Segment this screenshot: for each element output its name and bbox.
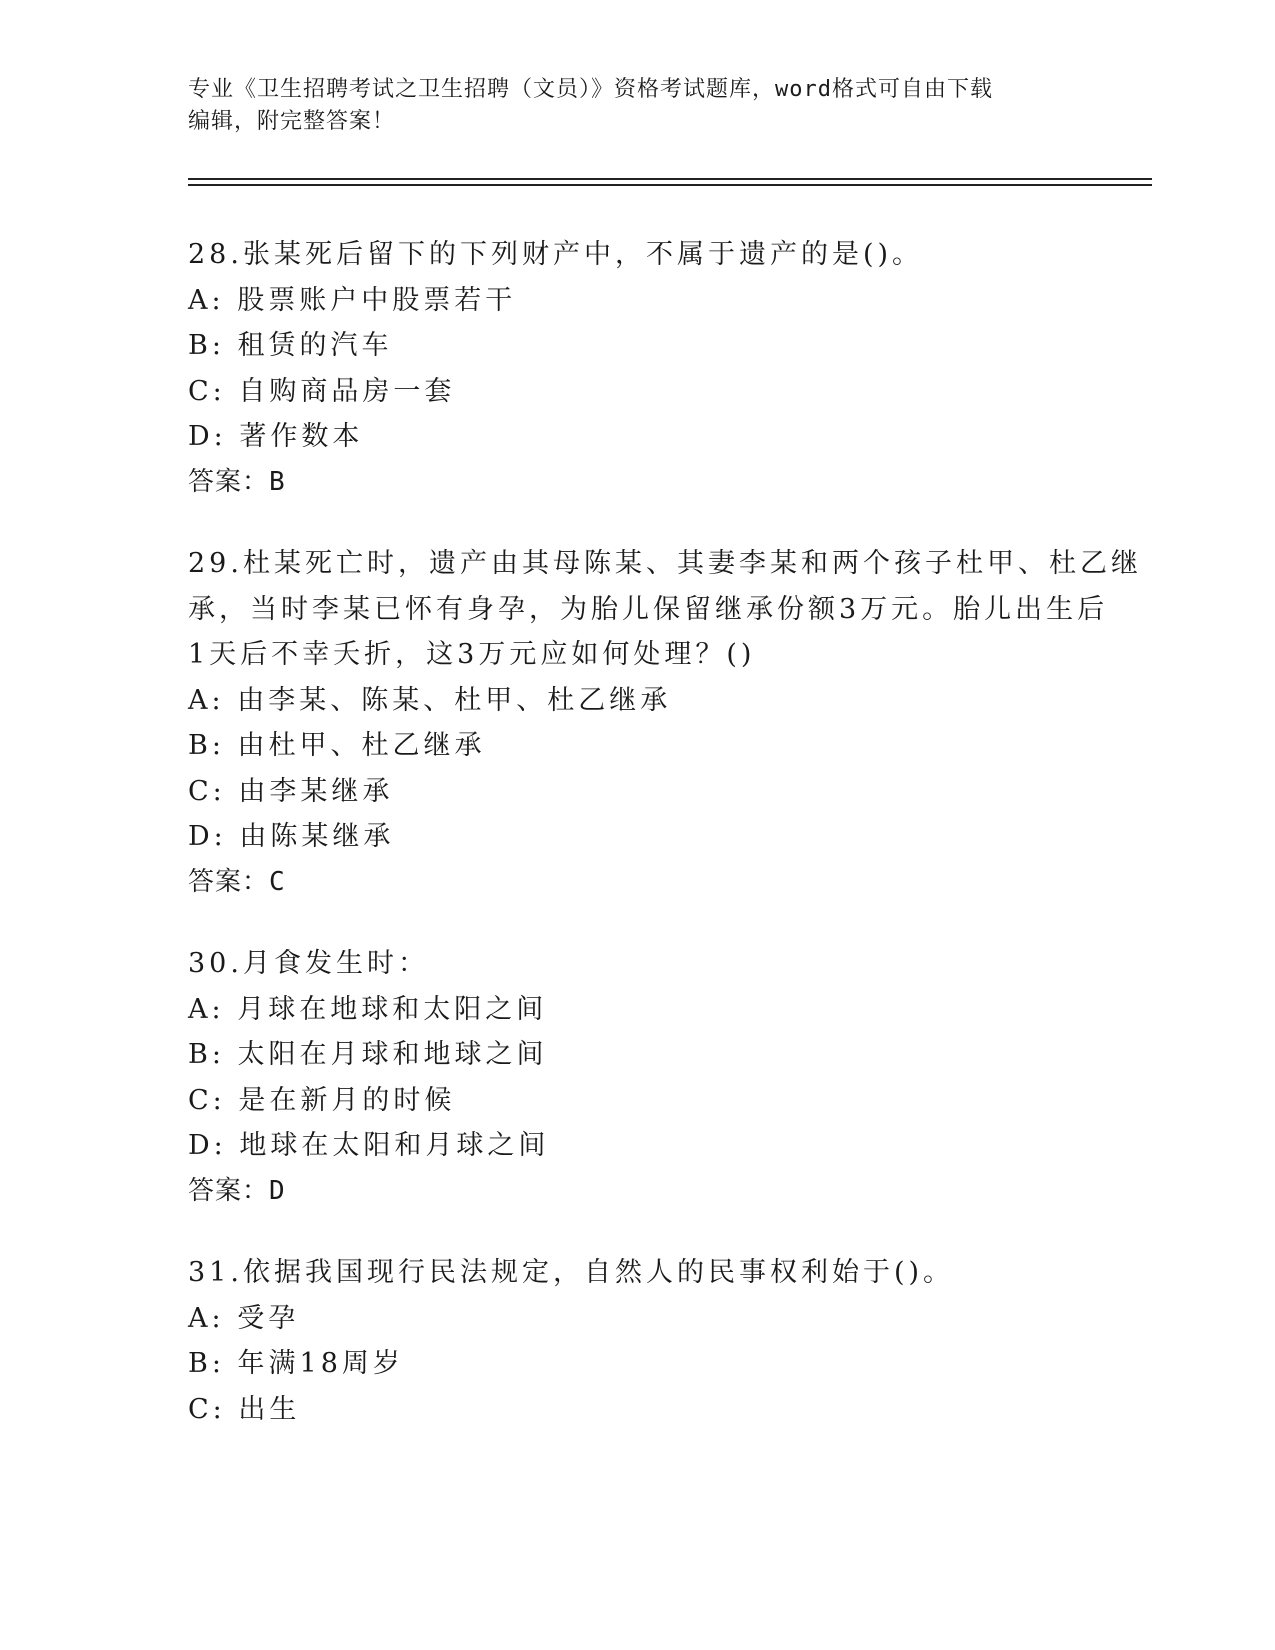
answer-label: 答案： <box>188 866 270 897</box>
answer-value: D <box>269 1175 286 1206</box>
question-text: 杜某死亡时，遗产由其母陈某、其妻李某和两个孩子杜甲、杜乙继 <box>242 548 1142 579</box>
header-rule-bottom <box>188 184 1152 186</box>
option-text: 月球在地球和太阳之间 <box>237 993 548 1025</box>
option-a <box>188 678 1128 724</box>
option-d <box>188 814 1128 860</box>
option-text: 由李某、陈某、杜甲、杜乙继承 <box>237 684 672 716</box>
header-line-1: 专业《卫生招聘考试之卫生招聘（文员）》资格考试题库，word格式可自由下载 <box>188 77 993 102</box>
header-rule-top <box>188 178 1152 180</box>
option-c <box>188 769 1128 815</box>
option-c <box>188 1078 1128 1124</box>
question-stem <box>188 1250 1128 1296</box>
question-30 <box>188 941 1128 1214</box>
option-c <box>188 1387 1128 1433</box>
question-number: 29. <box>188 548 243 579</box>
option-text: 股票账户中股票若干 <box>237 284 517 316</box>
option-key: C: <box>188 375 226 407</box>
answer-label: 答案： <box>188 1175 270 1206</box>
option-key: D: <box>188 821 227 852</box>
option-key: C: <box>188 1393 226 1425</box>
question-stem-line-3: 1天后不幸夭折，这3万元应如何处理？() <box>188 639 756 670</box>
answer-value: C <box>269 866 286 897</box>
option-key: A: <box>188 993 225 1025</box>
question-29 <box>188 541 1142 905</box>
answer-value: B <box>269 466 286 497</box>
option-text: 太阳在月球和地球之间 <box>237 1039 548 1070</box>
option-key: A: <box>188 284 225 316</box>
option-text: 受孕 <box>237 1302 300 1334</box>
answer-line <box>188 460 1128 506</box>
option-text: 由杜甲、杜乙继承 <box>237 730 486 761</box>
option-key: D: <box>188 1130 227 1161</box>
question-stem-line-1 <box>188 541 1142 587</box>
option-text: 由李某继承 <box>238 775 394 807</box>
answer-line <box>188 1169 1128 1215</box>
option-key: D: <box>188 421 227 452</box>
option-text: 著作数本 <box>239 421 364 452</box>
question-stem-line-2: 承，当时李某已怀有身孕，为胎儿保留继承份额3万元。胎儿出生后 <box>188 593 1109 625</box>
option-b <box>188 323 1128 369</box>
option-text: 由陈某继承 <box>239 821 395 852</box>
answer-label: 答案： <box>188 466 270 497</box>
question-28 <box>188 232 1128 505</box>
option-d <box>188 414 1128 460</box>
option-key: C: <box>188 1084 226 1116</box>
question-stem <box>188 232 1128 278</box>
option-a <box>188 987 1128 1033</box>
question-text: 月食发生时： <box>242 948 429 979</box>
option-key: B: <box>188 330 225 361</box>
option-b <box>188 1032 1128 1078</box>
question-stem <box>188 941 1128 987</box>
option-b <box>188 723 1128 769</box>
option-key: A: <box>188 684 225 716</box>
option-text: 自购商品房一套 <box>238 375 456 407</box>
question-text: 依据我国现行民法规定，自然人的民事权利始于()。 <box>242 1257 955 1288</box>
question-number: 31. <box>188 1257 243 1288</box>
question-list <box>188 232 1142 1468</box>
document-header <box>188 74 1088 138</box>
option-key: B: <box>188 1348 225 1379</box>
option-a <box>188 278 1128 324</box>
option-b <box>188 1341 1128 1387</box>
header-line-2: 编辑，附完整答案！ <box>188 109 396 134</box>
option-text: 年满18周岁 <box>237 1348 404 1379</box>
question-number: 28. <box>188 239 243 270</box>
answer-line <box>188 860 1128 906</box>
question-text: 张某死后留下的下列财产中，不属于遗产的是()。 <box>242 239 924 270</box>
option-key: B: <box>188 1039 225 1070</box>
question-number: 30. <box>188 948 243 979</box>
option-key: C: <box>188 775 226 807</box>
option-c <box>188 369 1128 415</box>
option-key: B: <box>188 730 225 761</box>
option-text: 出生 <box>238 1393 301 1425</box>
option-key: A: <box>188 1302 225 1334</box>
option-text: 租赁的汽车 <box>237 330 393 361</box>
question-31 <box>188 1250 1128 1432</box>
option-d <box>188 1123 1128 1169</box>
option-text: 地球在太阳和月球之间 <box>239 1130 550 1161</box>
option-text: 是在新月的时候 <box>238 1084 456 1116</box>
option-a <box>188 1296 1128 1342</box>
